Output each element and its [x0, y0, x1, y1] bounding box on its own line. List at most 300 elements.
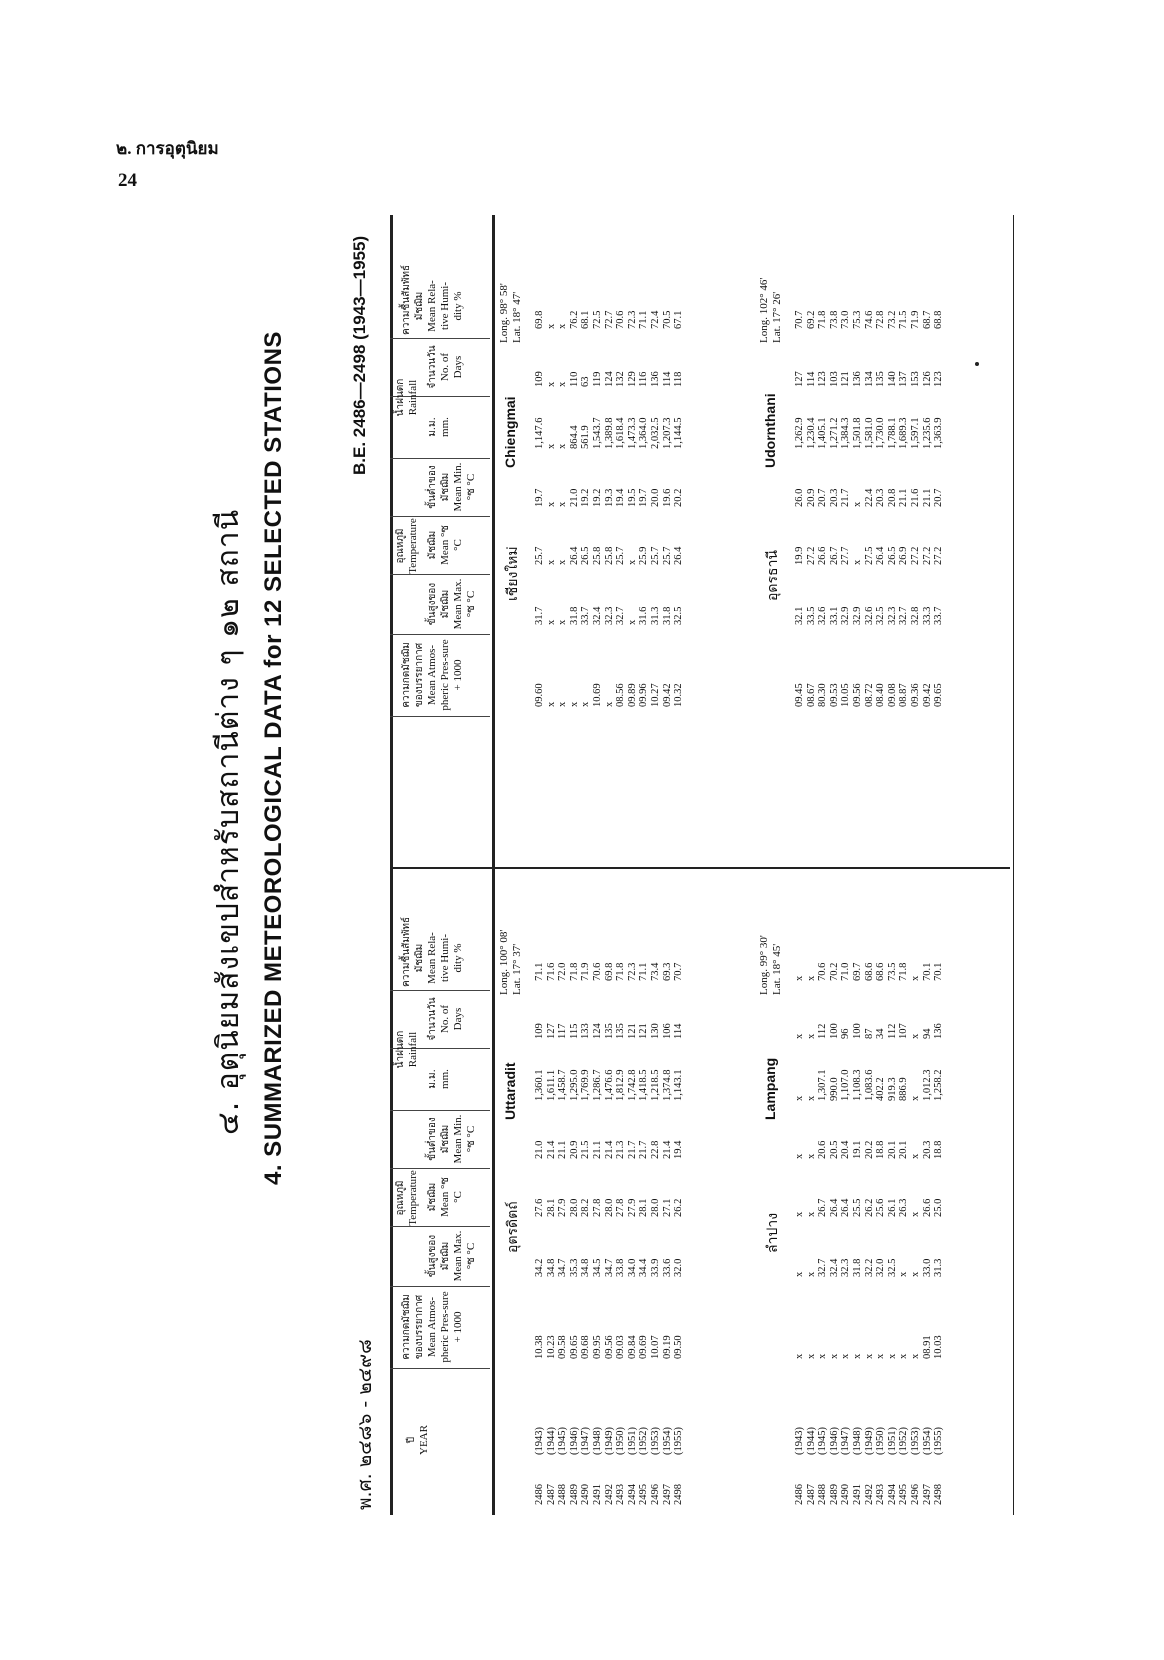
- max-value: 32.5: [673, 606, 685, 625]
- min-value: 21.1: [591, 1140, 603, 1159]
- mean-value: x: [557, 559, 569, 565]
- rain-value: 1,812.9: [615, 1069, 627, 1101]
- humid-value: 71.5: [898, 310, 910, 329]
- max-column: [794, 607, 945, 625]
- rain-mm-header: [426, 399, 452, 455]
- year-be: 2489: [828, 1484, 840, 1505]
- mean-value: 27.9: [626, 1198, 638, 1217]
- humid-value: 70.6: [591, 962, 603, 981]
- max-value: x: [545, 619, 557, 625]
- max-label: Mean Max. °ซ °C: [452, 1230, 477, 1282]
- pressure-value: x: [794, 1353, 805, 1359]
- humid-value: 71.8: [568, 962, 580, 981]
- year-ce: (1952): [898, 1427, 910, 1455]
- max-label-thai: ขั้นสูงของมัชฌิม: [427, 582, 451, 626]
- rainfall-group-header: น้ำฝนตก Rainfall: [395, 378, 419, 417]
- days-value: 109: [534, 1023, 545, 1039]
- mean-value: x: [545, 559, 557, 565]
- humid-value: 70.6: [615, 310, 627, 329]
- mean-value: 27.8: [591, 1198, 603, 1217]
- days-value: x: [545, 381, 557, 387]
- mean-value: 27.6: [534, 1198, 545, 1217]
- min-value: 19.5: [626, 488, 638, 507]
- mean-value: 26.4: [568, 546, 580, 565]
- pressure-value: 09.65: [933, 683, 945, 707]
- year-ce: (1947): [580, 1427, 592, 1455]
- days-value: 136: [851, 371, 863, 387]
- days-value: 100: [851, 1023, 863, 1039]
- max-value: 32.9: [840, 606, 852, 625]
- longitude: Long. 102° 46': [758, 277, 770, 343]
- pressure-value: 09.89: [626, 683, 638, 707]
- max-value: x: [626, 619, 638, 625]
- rain-value: 1,363.9: [933, 417, 945, 449]
- mean-value: 28.0: [603, 1198, 615, 1217]
- table-sheet: [200, 215, 1010, 1515]
- humid-column: [534, 963, 685, 981]
- min-value: 26.0: [794, 488, 805, 507]
- rain-value: 1,418.5: [638, 1069, 650, 1101]
- longitude: Long. 98° 58': [498, 283, 510, 343]
- pressure-value: 08.87: [898, 683, 910, 707]
- max-value: 33.3: [921, 606, 933, 625]
- days-value: 137: [898, 371, 910, 387]
- station-coordinates: [498, 283, 524, 343]
- min-value: 21.4: [545, 1140, 557, 1159]
- humid-value: 69.8: [603, 962, 615, 981]
- rain-value: 1,476.6: [603, 1069, 615, 1101]
- year-be: 2493: [615, 1484, 627, 1505]
- rain-value: 1,611.1: [545, 1069, 557, 1101]
- min-label: Mean Min. °ซ °C: [452, 462, 477, 512]
- mean-value: 28.1: [638, 1198, 650, 1217]
- rain-value: x: [557, 443, 569, 449]
- max-value: x: [805, 1271, 817, 1277]
- min-value: 22.8: [649, 1140, 661, 1159]
- mean-label-thai: มัชฌิม: [427, 530, 438, 560]
- mean-value: 26.7: [828, 546, 840, 565]
- days-value: 124: [603, 371, 615, 387]
- pressure-value: 09.60: [534, 683, 545, 707]
- humid-value: 73.0: [840, 310, 852, 329]
- min-value: 20.3: [921, 1140, 933, 1159]
- mean-value: 27.2: [805, 546, 817, 565]
- mean-value: 26.1: [886, 1198, 898, 1217]
- days-value: 112: [817, 1023, 829, 1039]
- column-rule: [390, 1110, 490, 1111]
- days-label: No. of Days: [439, 352, 464, 382]
- latitude: Lat. 17° 37': [511, 943, 523, 995]
- pressure-value: 08.91: [921, 1335, 933, 1359]
- station-name-thai: อุตรดิตถ์: [505, 1201, 521, 1253]
- min-value: 21.1: [921, 488, 933, 507]
- min-value: 20.7: [817, 488, 829, 507]
- pressure-value: 09.42: [661, 683, 673, 707]
- max-value: 31.8: [661, 606, 673, 625]
- rain-value: 990.0: [828, 1077, 840, 1101]
- column-rule: [390, 990, 490, 991]
- rain-value: 561.9: [580, 425, 592, 449]
- year-be: 2497: [661, 1484, 673, 1505]
- humid-value: 73.4: [649, 962, 661, 981]
- station-name-thai: เชียงใหม่: [505, 546, 521, 601]
- mean-value: 27.1: [661, 1198, 673, 1217]
- rain-value: 1,147.6: [534, 417, 545, 449]
- pressure-value: 08.72: [863, 683, 875, 707]
- max-value: 34.8: [545, 1258, 557, 1277]
- rain-value: 1,374.8: [661, 1069, 673, 1101]
- rain-value: 1,689.3: [898, 417, 910, 449]
- min-value: 20.8: [886, 488, 898, 507]
- pressure-value: x: [603, 701, 615, 707]
- mean-value: 26.6: [817, 546, 829, 565]
- pressure-value: 09.45: [794, 683, 805, 707]
- mean-label: Mean °ซ °C: [439, 1177, 464, 1217]
- min-value: 18.8: [933, 1140, 945, 1159]
- pressure-value: 09.08: [886, 683, 898, 707]
- min-value: 20.3: [828, 488, 840, 507]
- humid-value: 73.2: [886, 310, 898, 329]
- pressure-value: 10.03: [933, 1335, 945, 1359]
- pressure-value: 10.32: [673, 683, 685, 707]
- min-value: 20.6: [817, 1140, 829, 1159]
- station-name: Chiengmai: [502, 396, 518, 468]
- mean-column: [534, 547, 685, 565]
- max-value: 32.5: [886, 1258, 898, 1277]
- days-value: 126: [921, 371, 933, 387]
- year-be: 2490: [580, 1484, 592, 1505]
- min-value: 19.2: [580, 488, 592, 507]
- humid-value: 70.2: [828, 962, 840, 981]
- year-ce: (1945): [557, 1427, 569, 1455]
- year-ce: (1944): [805, 1427, 817, 1455]
- pressure-value: 10.38: [534, 1335, 545, 1359]
- year-be: 2486: [534, 1484, 545, 1505]
- max-value: 33.7: [580, 606, 592, 625]
- rain-value: 1,286.7: [591, 1069, 603, 1101]
- year-be: 2492: [863, 1484, 875, 1505]
- humid-value: 71.8: [817, 310, 829, 329]
- rain-value: 1,144.5: [673, 417, 685, 449]
- year-be: 2491: [591, 1484, 603, 1505]
- mean-value: 25.6: [875, 1198, 887, 1217]
- year-ce: (1949): [863, 1427, 875, 1455]
- pressure-label-thai: ความกดมัชฌิมของบรรยากาศ: [401, 1294, 425, 1360]
- days-value: 106: [661, 1023, 673, 1039]
- humid-value: 70.6: [817, 962, 829, 981]
- pressure-label: Mean Atmos-pheric Pres-sure + 1000: [426, 1291, 464, 1363]
- year-be: 2490: [840, 1484, 852, 1505]
- mean-value: 26.4: [875, 546, 887, 565]
- year-be: 2488: [817, 1484, 829, 1505]
- days-value: 94: [921, 1028, 933, 1039]
- days-value: 34: [875, 1028, 887, 1039]
- mean-value: 26.4: [840, 1198, 852, 1217]
- min-value: 21.0: [534, 1140, 545, 1159]
- year-ce: (1943): [534, 1427, 545, 1455]
- rain-value: 1,364.0: [638, 417, 650, 449]
- mean-value: 28.1: [545, 1198, 557, 1217]
- min-value: 20.2: [673, 488, 685, 507]
- max-value: 31.7: [534, 606, 545, 625]
- days-column: [534, 1023, 685, 1039]
- pressure-value: 09.36: [909, 683, 921, 707]
- mean-value: 25.7: [615, 546, 627, 565]
- title-block: [200, 215, 400, 1515]
- pressure-value: 09.69: [638, 1335, 650, 1359]
- min-column: [794, 489, 945, 507]
- rain-value: 1,473.3: [626, 417, 638, 449]
- pressure-value: 09.03: [615, 1335, 627, 1359]
- max-value: x: [909, 1271, 921, 1277]
- rain-value: 1,207.3: [661, 417, 673, 449]
- days-value: x: [794, 1033, 805, 1039]
- min-value: 19.2: [591, 488, 603, 507]
- year-ce: (1951): [626, 1427, 638, 1455]
- pressure-value: x: [580, 701, 592, 707]
- humid-value: 71.8: [898, 962, 910, 981]
- humid-value: x: [805, 975, 817, 981]
- min-value: 20.2: [863, 1140, 875, 1159]
- rain-value: 1,769.9: [580, 1069, 592, 1101]
- year-be: 2492: [603, 1484, 615, 1505]
- max-value: 32.1: [794, 606, 805, 625]
- humid-label: Mean Rela-tive Humi-dity %: [426, 932, 464, 984]
- rain-value: 402.2: [875, 1077, 887, 1101]
- humid-value: 68.6: [875, 962, 887, 981]
- pressure-header: [400, 637, 465, 713]
- min-value: 19.7: [638, 488, 650, 507]
- days-value: 130: [649, 1023, 661, 1039]
- rain-value: 886.9: [898, 1077, 910, 1101]
- days-value: 136: [933, 1023, 945, 1039]
- year-be: 2494: [626, 1484, 638, 1505]
- min-value: 20.5: [828, 1140, 840, 1159]
- pressure-value: 10.69: [591, 683, 603, 707]
- year-be: 2498: [673, 1484, 685, 1505]
- mean-value: 26.4: [673, 546, 685, 565]
- mean-column: [794, 547, 945, 565]
- max-header: [426, 577, 478, 631]
- days-value: 100: [828, 1023, 840, 1039]
- mean-value: 28.2: [580, 1198, 592, 1217]
- max-label: Mean Max. °ซ °C: [452, 578, 477, 630]
- max-value: 32.3: [840, 1258, 852, 1277]
- humid-header: [400, 916, 465, 987]
- pressure-column: [534, 683, 685, 707]
- mean-value: 26.5: [886, 546, 898, 565]
- days-value: 133: [580, 1023, 592, 1039]
- temperature-group-header: อุณหภูมิ Temperature: [395, 1170, 419, 1226]
- pressure-value: x: [875, 1353, 887, 1359]
- days-value: 127: [794, 371, 805, 387]
- max-value: 33.7: [933, 606, 945, 625]
- min-label: Mean Min. °ซ °C: [452, 1114, 477, 1164]
- pressure-value: 09.42: [921, 683, 933, 707]
- min-value: 21.4: [603, 1140, 615, 1159]
- max-value: 32.0: [875, 1258, 887, 1277]
- pressure-value: x: [557, 701, 569, 707]
- mean-header: [426, 519, 465, 571]
- year-ce: (1952): [638, 1427, 650, 1455]
- mean-value: 25.8: [603, 546, 615, 565]
- pressure-value: 09.58: [557, 1335, 569, 1359]
- rain-mm-label: mm.: [439, 417, 451, 437]
- rain-value: 1,458.7: [557, 1069, 569, 1101]
- pressure-value: x: [898, 1353, 910, 1359]
- humid-value: 71.9: [580, 962, 592, 981]
- rain-value: x: [794, 1095, 805, 1101]
- mean-value: 26.7: [817, 1198, 829, 1217]
- pressure-value: x: [545, 701, 557, 707]
- humid-value: 72.3: [626, 962, 638, 981]
- latitude: Lat. 18° 45': [771, 943, 783, 995]
- rain-value: 1,143.1: [673, 1069, 685, 1101]
- rain-value: 1,597.1: [909, 417, 921, 449]
- humid-header: [400, 264, 465, 335]
- max-column: [534, 1259, 685, 1277]
- year-ce: (1954): [921, 1427, 933, 1455]
- mean-value: 27.9: [557, 1198, 569, 1217]
- rain-value: 1,218.5: [649, 1069, 661, 1101]
- days-value: 117: [557, 1023, 569, 1039]
- rain-value: 1,258.2: [933, 1069, 945, 1101]
- pressure-value: 09.96: [638, 683, 650, 707]
- days-value: 112: [886, 1023, 898, 1039]
- max-column: [794, 1259, 945, 1277]
- pressure-column: [794, 683, 945, 707]
- min-column: [534, 489, 685, 507]
- year-ce: (1955): [673, 1427, 685, 1455]
- station-coordinates: [758, 278, 784, 343]
- mean-value: 26.3: [898, 1198, 910, 1217]
- days-value: 115: [568, 1023, 580, 1039]
- pressure-value: 09.84: [626, 1335, 638, 1359]
- max-value: 31.3: [649, 606, 661, 625]
- humid-value: 68.7: [921, 310, 933, 329]
- pressure-value: 80.30: [817, 683, 829, 707]
- humid-value: 69.8: [534, 310, 545, 329]
- days-header: [426, 993, 465, 1045]
- page-number: 24: [118, 170, 137, 191]
- pressure-value: 09.68: [580, 1335, 592, 1359]
- humid-label: Mean Rela-tive Humi-dity %: [426, 280, 464, 332]
- mean-column: [794, 1199, 945, 1217]
- rain-value: x: [545, 443, 557, 449]
- year-ce: (1954): [661, 1427, 673, 1455]
- pressure-value: x: [863, 1353, 875, 1359]
- longitude: Long. 100° 08': [498, 929, 510, 995]
- station-name: Lampang: [762, 1057, 778, 1120]
- days-value: 114: [805, 371, 817, 387]
- mean-value: x: [794, 1211, 805, 1217]
- rain-value: 1,083.6: [863, 1069, 875, 1101]
- humid-value: x: [909, 975, 921, 981]
- rain-value: 1,389.8: [603, 417, 615, 449]
- min-value: 20.0: [649, 488, 661, 507]
- mean-value: 27.2: [933, 546, 945, 565]
- column-rule: [390, 634, 490, 635]
- column-rule: [390, 1286, 490, 1287]
- max-value: 34.0: [626, 1258, 638, 1277]
- pressure-column: [794, 1335, 945, 1359]
- max-value: 33.9: [649, 1258, 661, 1277]
- max-value: 32.7: [817, 1258, 829, 1277]
- days-value: 110: [568, 371, 580, 387]
- rain-value: 1,360.1: [534, 1069, 545, 1101]
- pressure-value: 09.19: [661, 1335, 673, 1359]
- year-be: 2496: [909, 1484, 921, 1505]
- min-value: 21.1: [898, 488, 910, 507]
- pressure-value: 10.27: [649, 683, 661, 707]
- days-value: 127: [545, 1023, 557, 1039]
- max-value: 31.8: [851, 1258, 863, 1277]
- year-ce: (1955): [933, 1427, 945, 1455]
- year-be: 2488: [557, 1484, 569, 1505]
- min-column: [794, 1141, 945, 1159]
- year-be: 2495: [898, 1484, 910, 1505]
- days-value: 124: [591, 1023, 603, 1039]
- max-value: 32.3: [886, 606, 898, 625]
- column-rule: [390, 1368, 490, 1369]
- rain-column: [534, 1070, 685, 1102]
- days-label-thai: จำนวนวัน: [427, 345, 438, 389]
- rain-value: 1,581.0: [863, 417, 875, 449]
- days-value: 121: [626, 1023, 638, 1039]
- mean-value: 26.4: [828, 1198, 840, 1217]
- days-value: 123: [817, 371, 829, 387]
- humid-value: 76.2: [568, 310, 580, 329]
- column-rule: [390, 458, 490, 459]
- latitude: Lat. 17° 26': [771, 291, 783, 343]
- humid-value: 72.8: [875, 310, 887, 329]
- days-value: x: [909, 1033, 921, 1039]
- max-value: 32.3: [603, 606, 615, 625]
- max-value: 32.0: [673, 1258, 685, 1277]
- year-ce: (1948): [851, 1427, 863, 1455]
- rain-value: 1,307.1: [817, 1069, 829, 1101]
- humid-value: 71.1: [638, 962, 650, 981]
- days-column: [794, 371, 945, 387]
- rain-value: 1,742.8: [626, 1069, 638, 1101]
- days-value: 114: [673, 1023, 685, 1039]
- max-value: 34.8: [580, 1258, 592, 1277]
- humid-value: 72.4: [649, 310, 661, 329]
- humid-value: 67.1: [673, 310, 685, 329]
- pressure-label-thai: ความกดมัชฌิมของบรรยากาศ: [401, 642, 425, 708]
- humid-label-thai: ความชื้นสัมพัทธ์มัชฌิม: [401, 916, 425, 987]
- chapter-label: ๒. การอุตุนิยม: [116, 139, 219, 158]
- year-ce: (1953): [649, 1427, 661, 1455]
- humid-value: 70.5: [661, 310, 673, 329]
- year-be: 2487: [805, 1484, 817, 1505]
- min-value: 21.7: [638, 1140, 650, 1159]
- column-rule: [390, 338, 490, 339]
- mean-value: x: [626, 559, 638, 565]
- max-value: 33.6: [661, 1258, 673, 1277]
- pressure-value: 09.56: [851, 683, 863, 707]
- station-coordinates: [498, 930, 524, 995]
- year-ce-column: [794, 1427, 945, 1455]
- days-value: 135: [615, 1023, 627, 1039]
- humid-value: 70.7: [794, 310, 805, 329]
- min-value: x: [557, 501, 569, 507]
- days-value: 109: [534, 371, 545, 387]
- rain-value: 1,501.8: [851, 417, 863, 449]
- rain-value: 1,012.3: [921, 1069, 933, 1101]
- temperature-group-header: อุณหภูมิ Temperature: [395, 518, 419, 574]
- pressure-value: 08.40: [875, 683, 887, 707]
